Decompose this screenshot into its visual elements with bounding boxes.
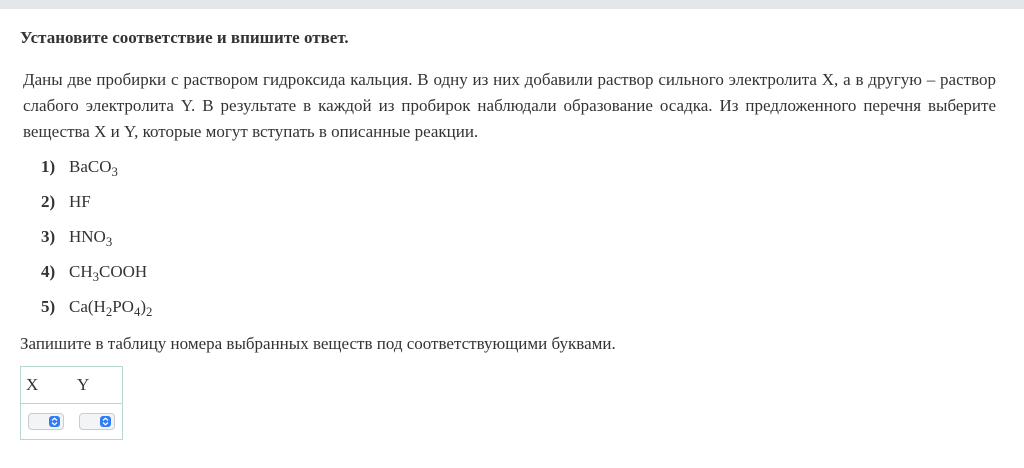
answer-table-header xyxy=(21,367,122,404)
option-formula xyxy=(69,227,113,249)
formula-text: ) xyxy=(140,297,146,316)
formula-text: HNO xyxy=(69,227,106,246)
formula-text: COOH xyxy=(99,262,148,281)
answer-select-x[interactable] xyxy=(28,413,64,430)
option-item xyxy=(41,294,152,329)
option-number: 2) xyxy=(41,192,56,211)
formula-subscript: 2 xyxy=(105,304,113,319)
option-formula xyxy=(69,262,148,284)
formula-subscript: 3 xyxy=(111,164,118,179)
chevron-updown-icon xyxy=(100,416,111,427)
formula-subscript: 4 xyxy=(133,304,141,319)
option-number: 5) xyxy=(41,297,56,316)
answer-table xyxy=(20,366,123,440)
formula-text: PO xyxy=(112,297,134,316)
column-header-x: X xyxy=(26,375,39,394)
formula-subscript: 2 xyxy=(145,304,153,319)
answer-prompt: Запишите в таблицу номера выбранных веществ под соответствующими буквами. xyxy=(20,334,616,353)
option-formula xyxy=(69,192,91,211)
option-number: 1) xyxy=(41,157,56,176)
options-list xyxy=(41,154,152,329)
formula-subscript: 3 xyxy=(92,269,99,284)
option-formula xyxy=(69,157,118,179)
option-item xyxy=(41,189,152,224)
top-bar xyxy=(0,0,1024,9)
option-number: 3) xyxy=(41,227,56,246)
option-item xyxy=(41,259,152,294)
chevron-updown-icon xyxy=(49,416,60,427)
column-header-y: Y xyxy=(77,375,90,394)
formula-text: BaCO xyxy=(69,157,112,176)
problem-text: Даны две пробирки с раствором гидроксида кальция. В одну из них добавили раствор сильного электролита X, а в другую – раствор слабого электролита Y. В результате в каждой из пробирок наблюдали образование осадка. Из предложенного перечня выберите вещества X и Y, которые могут вступать в описанные реакции. xyxy=(23,70,996,141)
option-item xyxy=(41,154,152,189)
formula-text: Ca(H xyxy=(69,297,106,316)
answer-select-row xyxy=(21,404,122,441)
task-instruction: Установите соответствие и впишите ответ. xyxy=(20,28,349,47)
option-item xyxy=(41,224,152,259)
option-number: 4) xyxy=(41,262,56,281)
answer-select-y[interactable] xyxy=(79,413,115,430)
option-formula xyxy=(69,297,153,319)
formula-text: CH xyxy=(69,262,93,281)
formula-subscript: 3 xyxy=(105,234,113,249)
formula-text: HF xyxy=(69,192,91,211)
